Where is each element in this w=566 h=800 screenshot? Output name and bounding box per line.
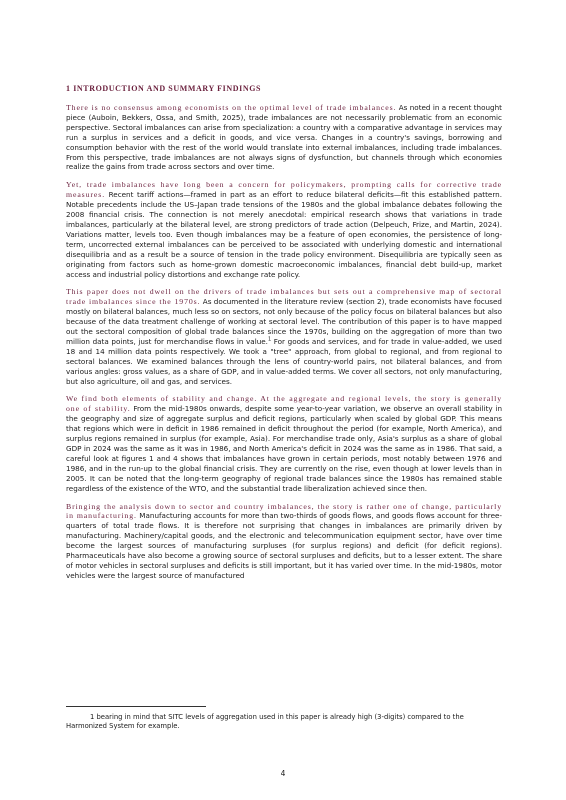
paragraph-lead: Bringing the analysis down to sector and country imbalances, the story is rather one of change, particularly in manufacturing. [66,501,502,521]
footnote-number: 1 [90,713,95,721]
paragraph-text: As noted in a recent thought piece (Auboin, Bekkers, Ossa, and Smith, 2025), trade imbalances are not necessarily problematic from an economic perspective. Sectoral imbalances can arise from specialization: a country with a comparative advantage in services may run a surplus in services and a deficit in goods, and vice versa. Changes in a country's savings, borrowing and consumption behavior with the rest of the world would translate into external imbalances, including trade imbalances. From this perspective, trade imbalances are not always signs of dysfunction, but channels through which economies realize the gains from trade across sectors and over time. [66,103,502,172]
paragraph-lead: Yet, trade imbalances have long been a concern for policymakers, prompting calls for corrective trade measures. [66,180,502,200]
paragraph-3 [66,287,502,386]
footnote-reference[interactable]: 1 [267,336,272,343]
paragraph-5 [66,502,502,581]
body-text [66,103,502,589]
page-number: 4 [280,769,286,778]
paragraph-lead: We find both elements of stability and change. At the aggregate and regional levels, the story is generally one of stability. [66,394,502,414]
footnote [66,713,502,731]
paragraph-4 [66,394,502,493]
paragraph-lead: There is no consensus among economists on the optimal level of trade imbalances. [66,103,397,112]
paragraph-2 [66,180,502,279]
paragraph-text: As documented in the literature review (section 2), trade economists have focused mostly on bilateral balances, much less so on sectors, not only because of the policy focus on bilateral balances but also because of the data treatment challenge of working at sectoral level. The contribution of this paper is to have mapped out the sectoral composition of global trade balances since the 1970s, building on the aggregation of more than two million data points, just for merchandise flows in value. [66,297,502,346]
paragraph-text: From the mid-1980s onwards, despite some year-to-year variation, we observe an overall stability in the geography and size of aggregate surplus and deficit regions, particularly when scaled by global GDP. This means that regions which were in deficit in 1986 remained in deficit throughout the period (for example, North America), and surplus regions remained in surplus (for example, Asia). For merchandise trade only, Asia's surplus as a share of global GDP in 2024 was the same as it was in 1986, and North America's deficit in 2024 was the same as in 1986. That said, a careful look at figures 1 and 4 shows that imbalances have grown in certain periods, most notably between 1976 and 1986, and in the run-up to the global financial crisis. They are currently on the rise, even though at lower levels than in 2005. It can be noted that the long-term geography of regional trade balances since the 1980s has remained stable regardless of the existence of the WTO, and the substantial trade liberalization achieved since then. [66,404,502,493]
paragraph-text: Recent tariff actions—framed in part as an effort to reduce bilateral deficits—fit this established pattern. Notable precedents include the US–Japan trade tensions of the 1980s and the global imbalance debates following the 2008 financial crisis. The connection is not merely anecdotal: empirical research shows that variations in trade imbalances, particularly at the bilateral level, are strong predictors of trade action (Delpeuch, Frize, and Martin, 2024). Variations matter, levels too. Even though imbalances may be a feature of open economies, the persistence of long-term, uncorrected external imbalances can be perceived to be associated with underlying domestic and international disequilibria and as a result be a source of tension in the trade policy environment. Disequilibria are typically seen as originating from factors such as home-grown domestic macroeconomic imbalances, financial debt build-up, market access and industrial policy distortions and exchange rate policy. [66,190,502,279]
paragraph-text: Manufacturing accounts for more than two-thirds of goods flows, and goods flows account for three-quarters of total trade flows. It is therefore not surprising that changes in imbalances are primarily driven by manufacturing. Machinery/capital goods, and the electronic and telecommunication equipment sector, have over time become the largest sources of manufacturing surpluses (for surplus regions) and deficit (for deficit regions). Pharmaceuticals have also become a growing source of sectoral surpluses and deficits, but to a lesser extent. The share of motor vehicles in sectoral surpluses and deficits is still important, but it has varied over time. In the mid-1980s, motor vehicles were the largest source of manufactured [66,511,503,580]
paragraph-lead: This paper does not dwell on the drivers of trade imbalances but sets out a comprehensive map of sectoral trade imbalances since the 1970s. [66,287,502,307]
footnote-text: bearing in mind that SITC levels of aggregation used in this paper is already high (3-digits) compared to the Harmonized System for example. [66,713,464,730]
paragraph-1 [66,103,502,172]
paragraph-text-continued: For goods and services, and for trade in value-added, we used 18 and 14 million data points respectively. We took a "tree" approach, from global to regional, and from regional to sectoral balances. We examined balances through the lens of country-world pairs, not bilateral balances, and from various angles: gross values, as a share of GDP, and in value-added terms. We cover all sectors, not only manufacturing, but also agriculture, oil and gas, and services. [66,336,502,386]
section-heading: 1 INTRODUCTION AND SUMMARY FINDINGS [66,84,262,93]
footnote-divider [66,706,206,707]
